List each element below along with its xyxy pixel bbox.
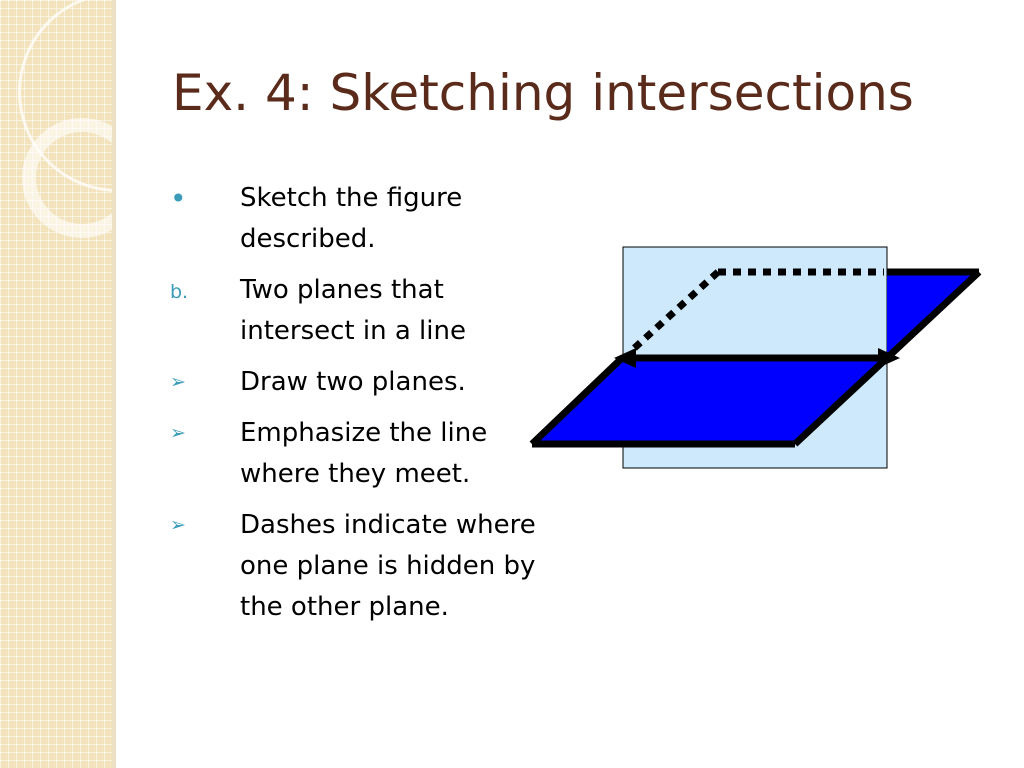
- slide-title: Ex. 4: Sketching intersections: [172, 64, 914, 122]
- bullet-text-line: Sketch the figure: [240, 183, 463, 213]
- bullet-text-line: Two planes that: [240, 275, 444, 305]
- bullet-item: [170, 178, 570, 260]
- bullet-text-line: described.: [240, 224, 376, 254]
- bullet-text-line: Draw two planes.: [240, 367, 466, 397]
- decorative-sidebar: [0, 0, 112, 768]
- bullet-dot-icon: •: [170, 182, 187, 215]
- bullet-item: [170, 270, 570, 352]
- bullet-item: [170, 413, 570, 495]
- bullet-text-line: Emphasize the line: [240, 418, 488, 448]
- bullet-text-line: one plane is hidden by: [240, 551, 536, 581]
- arrow-bullet-icon: ➢: [170, 371, 186, 393]
- arrow-bullet-icon: ➢: [170, 514, 186, 536]
- bullet-text-line: Dashes indicate where: [240, 510, 536, 540]
- bullet-text-line: where they meet.: [240, 459, 471, 489]
- bullet-item: [170, 362, 570, 403]
- bullet-item: [170, 505, 570, 628]
- bullet-letter-marker: b.: [170, 281, 189, 303]
- arrow-bullet-icon: ➢: [170, 422, 186, 444]
- bullet-list: [170, 178, 570, 638]
- intersecting-planes-diagram: [520, 240, 990, 480]
- sidebar-edge: [112, 0, 116, 768]
- bullet-text-line: the other plane.: [240, 592, 449, 622]
- bullet-text-line: intersect in a line: [240, 316, 466, 346]
